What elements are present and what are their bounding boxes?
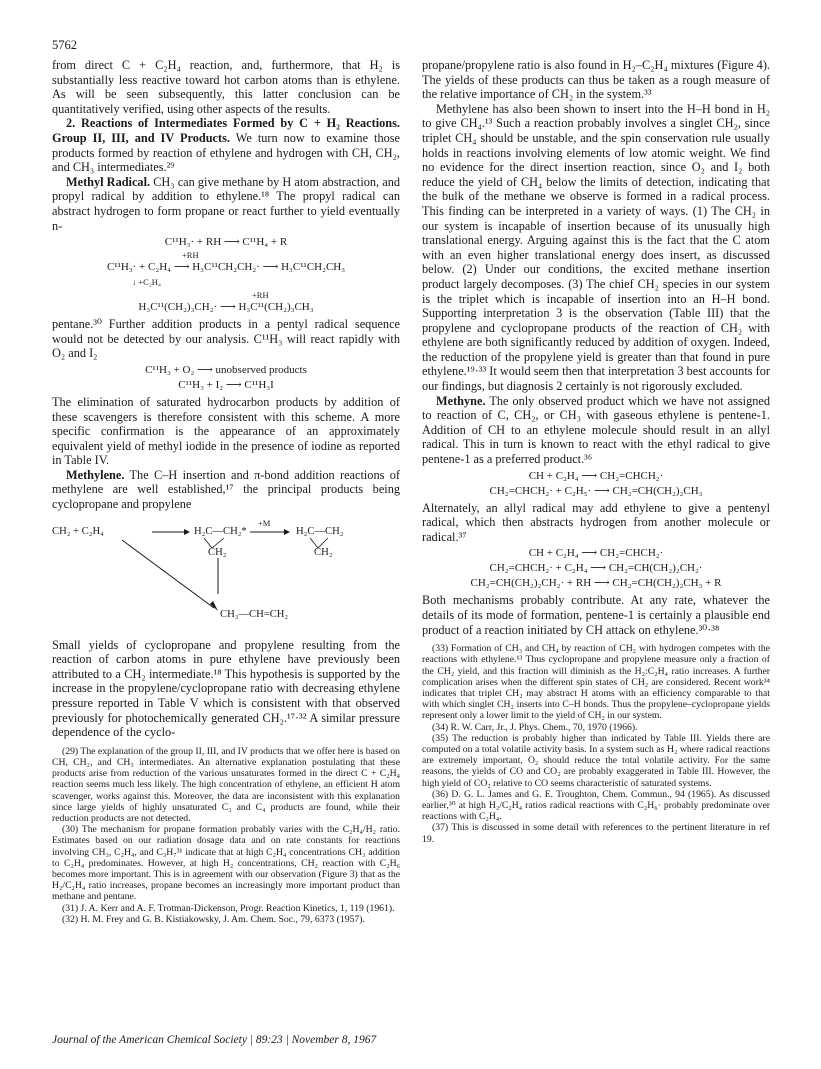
footnote: (35) The reduction is probably higher than indicated by Table III. Yields there are computed on a total volatile activity basis. In a system such as H₂ where radical reactions are extremely important, O₂ should reduce the total volatile activity. For the same reasons, the yields of CO and CO₂ are probably exaggerated in Table III. However, the high yield of CO₂ relative to CO seems characteristic of saturated systems. <box>422 732 770 789</box>
equation: CH + C₂H₄ ⟶ CH₂=CHCH₂· <box>528 469 664 482</box>
scheme-propylene: CH₃—CH=CH₂ <box>220 608 289 620</box>
scheme-ring1-bottom: CH₂ <box>208 546 227 558</box>
equation: CH + C₂H₄ ⟶ CH₂=CHCH₂· <box>528 547 664 560</box>
right-column <box>422 58 770 845</box>
equation: C¹¹H₃ + O₂ ⟶ unobserved products <box>145 363 307 376</box>
equation: C¹¹H₃· + RH ⟶ C¹¹H₄ + R <box>164 236 288 249</box>
subsection-body: The C–H insertion and π-bond addition reactions of methylene are well established,¹⁷ the principal products being cyclopropane and propylene <box>52 467 400 512</box>
subsection-heading: Methyne. <box>436 393 486 408</box>
scheme-reactants: CH₂ + C₂H₄ <box>52 525 104 537</box>
scheme-ring2-bottom: CH₂ <box>314 546 333 558</box>
footnote: (33) Formation of CH₃ and CH₄ by reaction of CH₂ with hydrogen competes with the reactions with ethylene.¹³ Thus cyclopropane and propylene measure only a fraction of the CH₂ yield, and this fraction will diminish as the H₂:C₂H₄ ratio increases. A further complication arises when the different spin states of CH₂ are considered. Recent work³⁴ indicates that triplet CH₂ may abstract H atoms with an efficiency comparable to that with which singlet CH₂ inserts into C–H bonds. Thus the propylene–cyclopropane yields represent only a lower limit to the yield of CH₂ in our system. <box>422 643 770 722</box>
scheme-ring2-top: H₂C—CH₂ <box>296 525 344 537</box>
paragraph: Alternately, an allyl radical may add ethylene to give a pentenyl radical, which then abstracts hydrogen from another molecule or radical.³⁷ <box>422 500 770 544</box>
footnotes <box>52 746 400 925</box>
reaction-label: +RH <box>182 250 199 261</box>
section-2-paragraph <box>52 116 400 174</box>
subsection-body: CH₃ can give methane by H atom abstraction, and propyl radical by addition to ethylene.¹⁸ The propyl radical can abstract hydrogen to form propane or react further to yield eventually n- <box>52 174 400 233</box>
footnote: (31) J. A. Kerr and A. F. Trotman-Dickenson, Progr. Reaction Kinetics, 1, 119 (1961). <box>62 902 395 914</box>
methyne-paragraph <box>422 394 770 467</box>
paragraph: The elimination of saturated hydrocarbon products by addition of these scavengers is therefore consistent with this scheme. A more specific confirmation is the appearance of an approximately equivalent yield of methyl iodide in the presence of iodine as reported in Table IV. <box>52 394 400 468</box>
reaction-label: ↓ +C₂H₄ <box>132 277 161 288</box>
methylene-scheme <box>52 516 400 634</box>
paragraph: Small yields of cyclopropane and propylene resulting from the reaction of carbon atoms in pure ethylene have previously been attributed to a CH₂ intermediate.¹⁸ This hypothesis is supported by the increase in the propylene/cyclopropane ratio with decreasing ethylene pressure reported in Table V which is consistent with that observed previously for photochemically generated CH₂.¹⁷·³² A similar pressure dependence of the cyclo- <box>52 637 400 740</box>
page-number: 5762 <box>52 38 77 52</box>
section-heading: 2. Reactions of Intermediates Formed by C + H₂ Reactions. Group II, III, and IV Products. <box>52 116 400 145</box>
paragraph: Methylene has also been shown to insert into the H–H bond in H₂ to give CH₄.¹³ Such a reaction probably involves a singlet CH₂, since triplet CH₄ should be unstable, and the spin conservation rule usually holds in reactions involving elements of low atomic weight. We find no evidence for the direct insertion reaction, since O₂ and I₂ both reduce the yield of CH₄ below the limits of detection, indicating that the bulk of the methane we observe is formed in a radical process. This finding can be interpreted in a variety of ways. (1) The CH₂ in our system is incapable of insertion because of its unusually high translational energy. Arguing against this is the fact that the C atom with an even higher translational energy does insert, as discussed below. (2) Under our conditions, the excited methane insertion product largely decomposes. (3) The chief CH₂ species in our system is the triplet which is incapable of insertion into an H–H bond. Supporting interpretation 3 is the observation (Table III) that the propylene and cyclopropane products of the reaction of CH₂ with ethylene are both significantly reduced by addition of oxygen. Indeed, the reduction of the propylene yield is greater than that found in pure ethylene.¹⁹·³³ It would seem then that interpretation 3 best accounts for our findings, but diagnosis 2 certainly is not rigorously excluded. <box>422 101 770 394</box>
scheme-m-label: +M <box>258 517 271 528</box>
footnote: (32) H. M. Frey and G. B. Kistiakowsky, J. Am. Chem. Soc., 79, 6373 (1957). <box>62 913 365 925</box>
paragraph: Both mechanisms probably contribute. At any rate, whatever the details of its mode of formation, pentene-1 is certainly a plausible end product of a reaction initiated by CH attack on ethylene.³⁰·³⁸ <box>422 593 770 637</box>
paragraph: propane/propylene ratio is also found in H₂–C₂H₄ mixtures (Figure 4). The yields of these products can thus be taken as a rough measure of the relative importance of CH₂ in the system.³³ <box>422 58 770 102</box>
equation: C¹¹H₃ + I₂ ⟶ C¹¹H₃I <box>178 378 274 391</box>
left-column <box>52 58 400 925</box>
subsection-body: The only observed product which we have not assigned to reaction of C, CH₂, or CH₃ with gaseous ethylene is pentene-1. Addition of CH to an ethylene molecule should result in an allyl radical. This in turn is known to react with the ethyl radical to give pentene-1 as a preferred product.³⁶ <box>422 393 770 467</box>
footnote: (37) This is discussed in some detail with references to the pertinent literature in ref 19. <box>422 822 770 845</box>
footnote: (34) R. W. Carr, Jr., J. Phys. Chem., 70, 1970 (1966). <box>432 721 638 733</box>
scheme-ring1-top: H₂C—CH₂* <box>194 525 247 537</box>
equation: CH₂=CHCH₂· + C₂H₄ ⟶ CH₂=CH(CH₂)₂CH₂· <box>489 562 703 575</box>
footnote: (30) The mechanism for propane formation probably varies with the C₂H₄/H₂ ratio. Estimates based on our radiation dosage data and on rate constants for reactions involving CH₃, C₂H₄, and C₃H₇³¹ indicate that at high C₂H₄ concentrations CH₃ addition to C₂H₄ predominates. However, at high H₂ concentrations, CH₂ reaction with C₂H₆ becomes more important. This is in agreement with our observation (Figure 3) that as the H₂/C₂H₄ ratio increases, propane becomes an increasingly more important product than methane and pentane. <box>52 824 400 903</box>
subsection-heading: Methyl Radical. <box>66 174 151 189</box>
reaction-label-text: +C₂H₄ <box>138 277 161 288</box>
equation: CH₂=CHCH₂· + C₂H₅· ⟶ CH₂=CH(CH₂)₂CH₃ <box>489 484 703 497</box>
equation: C¹¹H₃· + C₂H₄ ⟶ H₃C¹¹CH₂CH₂· ⟶ H₃C¹¹CH₂CH₃ <box>106 261 346 274</box>
methyl-paragraph <box>52 175 400 233</box>
paragraph: from direct C + C₂H₄ reaction, and, furthermore, that H₂ is substantially less reactive toward hot carbon atoms than is ethylene. As will be seen subsequently, this latter conclusion can be quantitatively verified, using other aspects of the results. <box>52 58 400 116</box>
methylene-paragraph <box>52 468 400 512</box>
journal-footer: Journal of the American Chemical Society | 89:23 | November 8, 1967 <box>52 1034 377 1046</box>
equation: H₃C¹¹(CH₂)₃CH₂· ⟶ H₃C¹¹(CH₂)₃CH₃ <box>138 301 314 314</box>
subsection-heading: Methylene. <box>66 467 125 482</box>
equation: CH₂=CH(CH₂)₂CH₂· + RH ⟶ CH₂=CH(CH₂)₂CH₃ + R <box>470 577 722 590</box>
footnote: (36) D. G. L. James and G. E. Troughton, Chem. Commun., 94 (1965). As discussed earlier,³⁰ at high H₂/C₂H₄ ratios radical reactions with C₂H₆· probably predominate over reactions with C₂H₄. <box>422 788 770 823</box>
footnote: (29) The explanation of the group II, III, and IV products that we offer here is based on CH, CH₂, and CH₃ intermediates. An alternative explanation postulating that these products arise from reduction of the various unsaturates formed in the direct C + C₂H₄ reaction seems much less likely. The high concentration of ethylene, an efficient H atom scavenger, works against this. Moreover, the data are inconsistent with this explanation since large yields of highly unsaturated C₃ and C₄ products are found, while their reduction products are not detected. <box>52 745 400 825</box>
section-body: We turn now to examine those products formed by reaction of ethylene and hydrogen with CH, CH₂, and CH₃ intermediates.²⁹ <box>52 130 400 175</box>
footnotes <box>422 643 770 845</box>
reaction-label: +RH <box>252 290 269 301</box>
paragraph: pentane.³⁰ Further addition products in a pentyl radical sequence would not be detected by our analysis. C¹¹H₃ will react rapidly with O₂ and I₂ <box>52 317 400 361</box>
